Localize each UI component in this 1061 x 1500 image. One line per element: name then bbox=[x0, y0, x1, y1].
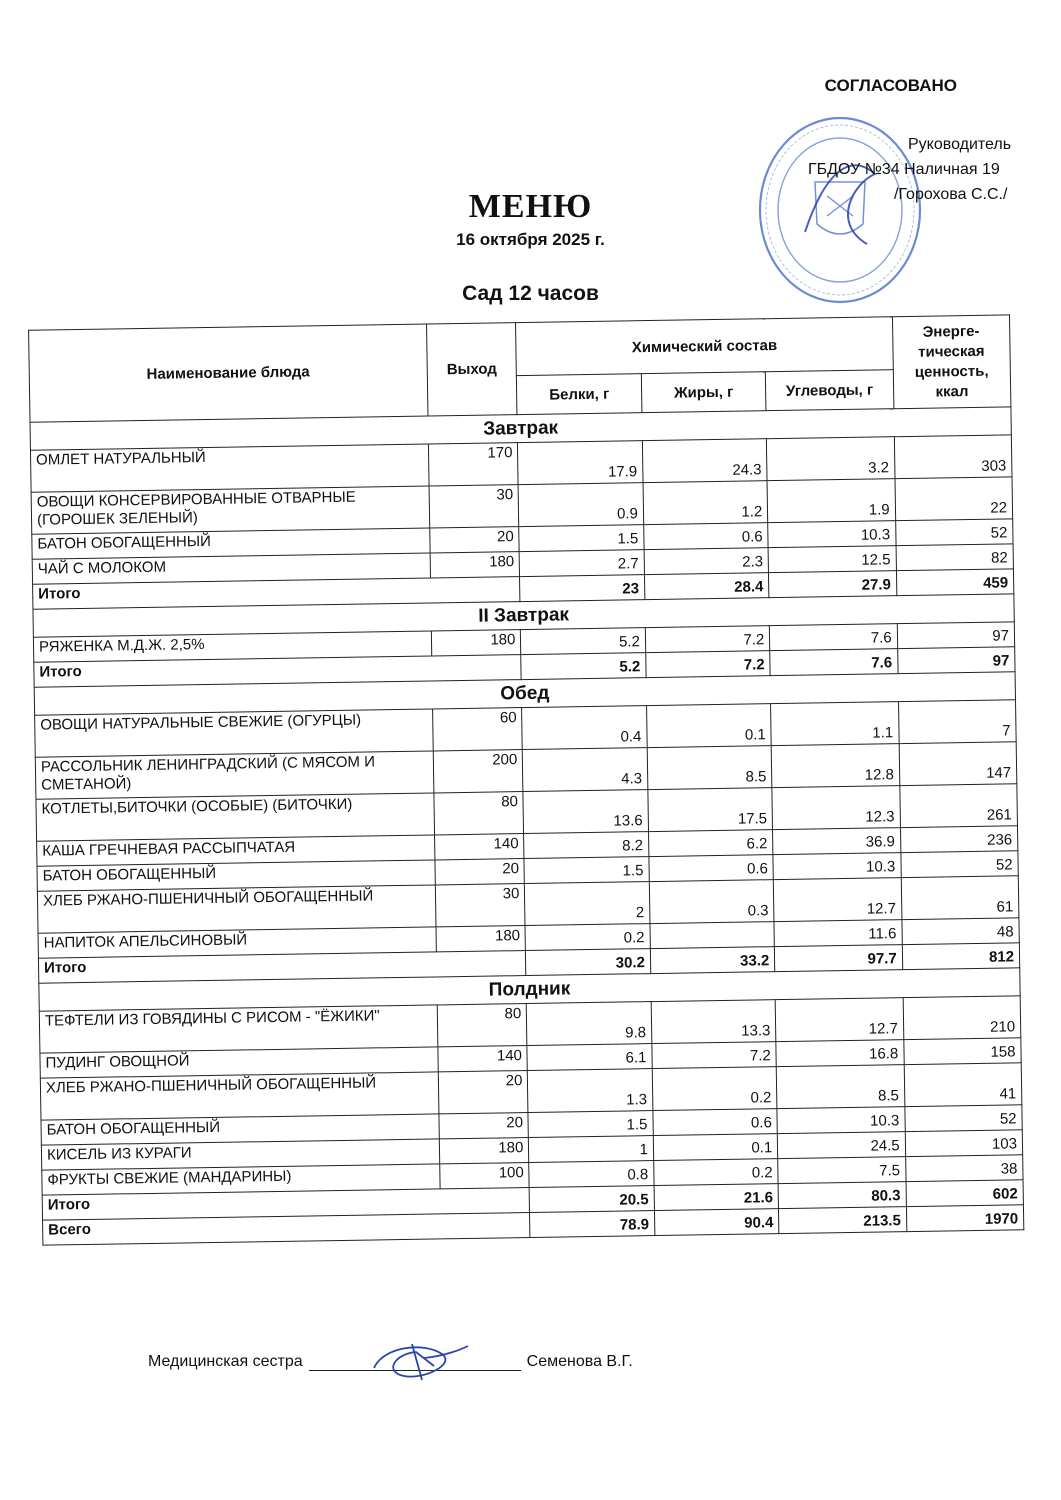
total-fat: 28.4 bbox=[644, 573, 769, 600]
total-protein: 5.2 bbox=[521, 653, 646, 680]
dish-protein: 5.2 bbox=[521, 628, 646, 655]
dish-name: ХЛЕБ РЖАНО-ПШЕНИЧНЫЙ ОБОГАЩЕННЫЙ bbox=[37, 885, 435, 933]
total-protein: 20.5 bbox=[530, 1186, 655, 1213]
section-title: II Завтрак bbox=[33, 594, 1014, 637]
dish-name: ХЛЕБ РЖАНО-ПШЕНИЧНЫЙ ОБОГАЩЕННЫЙ bbox=[40, 1072, 438, 1120]
header-energy: Энерге-тическая ценность, ккал bbox=[892, 315, 1011, 409]
dish-energy: 52 bbox=[905, 1105, 1023, 1132]
dish-carbs: 7.6 bbox=[770, 624, 898, 651]
nurse-role: Медицинская сестра bbox=[148, 1353, 303, 1370]
dish-output: 20 bbox=[438, 1071, 528, 1114]
dish-carbs: 10.3 bbox=[777, 1107, 905, 1134]
dish-name: КОТЛЕТЫ,БИТОЧКИ (ОСОБЫЕ) (БИТОЧКИ) bbox=[36, 793, 434, 841]
approver-position: Руководитель bbox=[908, 136, 1012, 153]
dish-energy: 7 bbox=[898, 700, 1016, 744]
dish-carbs: 12.5 bbox=[768, 546, 896, 573]
dish-carbs: 10.3 bbox=[773, 853, 901, 880]
dish-protein: 0.9 bbox=[518, 483, 643, 527]
total-carbs: 7.6 bbox=[770, 649, 898, 676]
section-title: Полдник bbox=[39, 968, 1020, 1011]
dish-protein: 0.4 bbox=[522, 706, 647, 750]
dish-protein: 2 bbox=[525, 882, 650, 926]
dish-output: 30 bbox=[435, 884, 525, 927]
dish-energy: 261 bbox=[900, 784, 1018, 828]
dish-output: 20 bbox=[439, 1113, 529, 1139]
dish-name: ФРУКТЫ СВЕЖИЕ (МАНДАРИНЫ) bbox=[42, 1164, 440, 1195]
dish-protein: 0.8 bbox=[529, 1161, 654, 1188]
dish-carbs: 16.8 bbox=[776, 1040, 904, 1067]
section-title: Обед bbox=[34, 672, 1015, 715]
dish-name: ТЕФТЕЛИ ИЗ ГОВЯДИНЫ С РИСОМ - "ЁЖИКИ" bbox=[39, 1005, 437, 1053]
dish-fat: 7.2 bbox=[645, 626, 770, 653]
dish-output: 60 bbox=[432, 708, 522, 751]
dish-energy: 52 bbox=[901, 851, 1019, 878]
dish-energy: 41 bbox=[904, 1063, 1022, 1107]
menu-date: 16 октября 2025 г. bbox=[456, 230, 605, 249]
approval-title: СОГЛАСОВАНО bbox=[824, 76, 957, 95]
total-energy: 812 bbox=[902, 943, 1020, 970]
dish-carbs: 12.3 bbox=[772, 786, 900, 830]
header-fat: Жиры, г bbox=[641, 372, 766, 413]
dish-carbs: 24.5 bbox=[778, 1132, 906, 1159]
dish-name: ПУДИНГ ОВОЩНОЙ bbox=[40, 1047, 438, 1078]
dish-output: 180 bbox=[439, 1138, 529, 1164]
dish-carbs: 8.5 bbox=[776, 1065, 904, 1109]
grand-total-energy: 1970 bbox=[906, 1205, 1024, 1232]
dish-fat: 13.3 bbox=[651, 1000, 776, 1044]
dish-energy: 22 bbox=[895, 477, 1013, 521]
dish-energy: 48 bbox=[902, 918, 1020, 945]
dish-name: НАПИТОК АПЕЛЬСИНОВЫЙ bbox=[38, 927, 436, 958]
dish-carbs: 10.3 bbox=[768, 521, 896, 548]
dish-carbs: 12.7 bbox=[775, 998, 903, 1042]
dish-fat: 0.2 bbox=[652, 1067, 777, 1111]
dish-energy: 303 bbox=[894, 435, 1012, 479]
dish-fat: 8.5 bbox=[647, 746, 772, 790]
header-output: Выход bbox=[426, 323, 517, 416]
dish-output: 170 bbox=[428, 443, 518, 486]
dish-fat bbox=[650, 922, 775, 949]
dish-name: БАТОН ОБОГАЩЕННЫЙ bbox=[37, 860, 435, 891]
dish-carbs: 7.5 bbox=[778, 1157, 906, 1184]
total-label: Итого bbox=[42, 1188, 530, 1221]
total-carbs: 27.9 bbox=[769, 571, 897, 598]
dish-name: БАТОН ОБОГАЩЕННЫЙ bbox=[32, 528, 430, 559]
dish-protein: 8.2 bbox=[524, 832, 649, 859]
total-carbs: 80.3 bbox=[778, 1182, 906, 1209]
dish-protein: 1.3 bbox=[528, 1069, 653, 1113]
dish-fat: 0.1 bbox=[646, 704, 771, 748]
total-label: Итого bbox=[34, 655, 522, 688]
total-energy: 459 bbox=[896, 569, 1014, 596]
dish-output: 30 bbox=[429, 485, 519, 528]
grand-total-carbs: 213.5 bbox=[779, 1207, 907, 1234]
dish-energy: 97 bbox=[897, 622, 1015, 649]
dish-protein: 17.9 bbox=[518, 441, 643, 485]
total-energy: 602 bbox=[906, 1180, 1024, 1207]
dish-output: 20 bbox=[429, 527, 519, 553]
dish-name: ОВОЩИ КОНСЕРВИРОВАННЫЕ ОТВАРНЫЕ (ГОРОШЕК ЗЕЛЕНЫЙ) bbox=[31, 486, 429, 534]
dish-energy: 103 bbox=[905, 1130, 1023, 1157]
dish-output: 180 bbox=[430, 552, 520, 578]
dish-energy: 236 bbox=[900, 826, 1018, 853]
dish-output: 100 bbox=[439, 1163, 529, 1189]
dish-name: РАССОЛЬНИК ЛЕНИНГРАДСКИЙ (С МЯСОМ И СМЕТАНОЙ) bbox=[35, 751, 433, 799]
dish-fat: 7.2 bbox=[652, 1042, 777, 1069]
dish-output: 140 bbox=[438, 1046, 528, 1072]
dish-output: 140 bbox=[434, 834, 524, 860]
dish-carbs: 12.8 bbox=[771, 744, 899, 788]
total-protein: 30.2 bbox=[526, 949, 651, 976]
dish-energy: 38 bbox=[905, 1155, 1023, 1182]
dish-protein: 9.8 bbox=[527, 1002, 652, 1046]
grand-total-label: Всего bbox=[43, 1213, 531, 1246]
total-carbs: 97.7 bbox=[775, 945, 903, 972]
approver-name: /Горохова С.С./ bbox=[894, 186, 1008, 203]
dish-fat: 0.3 bbox=[649, 880, 774, 924]
dish-protein: 2.7 bbox=[520, 550, 645, 577]
dish-fat: 0.6 bbox=[649, 855, 774, 882]
total-label: Итого bbox=[38, 951, 526, 984]
dish-fat: 1.2 bbox=[643, 481, 768, 525]
dish-protein: 1.5 bbox=[519, 525, 644, 552]
dish-output: 180 bbox=[436, 926, 526, 952]
grand-total-protein: 78.9 bbox=[530, 1211, 655, 1238]
dish-protein: 1 bbox=[529, 1136, 654, 1163]
dish-output: 20 bbox=[435, 859, 525, 885]
dish-fat: 0.2 bbox=[654, 1159, 779, 1186]
nurse-name: Семенова В.Г. bbox=[526, 1353, 633, 1370]
section-title: Завтрак bbox=[30, 407, 1011, 450]
dish-carbs: 12.7 bbox=[774, 878, 902, 922]
dish-carbs: 11.6 bbox=[774, 920, 902, 947]
dish-name: КАША ГРЕЧНЕВАЯ РАССЫПЧАТАЯ bbox=[37, 835, 435, 866]
dish-protein: 0.2 bbox=[525, 924, 650, 951]
total-label: Итого bbox=[33, 577, 521, 610]
total-protein: 23 bbox=[520, 575, 645, 602]
dish-name: ОВОЩИ НАТУРАЛЬНЫЕ СВЕЖИЕ (ОГУРЦЫ) bbox=[35, 709, 433, 757]
total-fat: 7.2 bbox=[646, 651, 771, 678]
dish-carbs: 1.1 bbox=[771, 702, 899, 746]
dish-carbs: 1.9 bbox=[767, 479, 895, 523]
dish-energy: 82 bbox=[896, 544, 1014, 571]
dish-energy: 147 bbox=[899, 742, 1017, 786]
page-title: МЕНЮ bbox=[468, 188, 593, 225]
menu-subtitle: Сад 12 часов bbox=[462, 282, 599, 305]
dish-energy: 61 bbox=[901, 876, 1019, 920]
dish-energy: 158 bbox=[904, 1038, 1022, 1065]
dish-protein: 6.1 bbox=[527, 1044, 652, 1071]
dish-name: КИСЕЛЬ ИЗ КУРАГИ bbox=[41, 1139, 439, 1170]
grand-total-fat: 90.4 bbox=[654, 1209, 779, 1236]
approver-org: ГБДОУ №34 Наличная 19 bbox=[808, 161, 1000, 178]
dish-fat: 0.6 bbox=[644, 523, 769, 550]
dish-output: 180 bbox=[431, 630, 521, 656]
total-fat: 21.6 bbox=[654, 1184, 779, 1211]
dish-output: 80 bbox=[434, 792, 524, 835]
header-chemical-composition: Химический состав bbox=[516, 317, 893, 376]
dish-name: БАТОН ОБОГАЩЕННЫЙ bbox=[41, 1114, 439, 1145]
nurse-signature bbox=[364, 1336, 474, 1386]
dish-fat: 0.1 bbox=[653, 1134, 778, 1161]
dish-protein: 1.5 bbox=[528, 1111, 653, 1138]
dish-fat: 24.3 bbox=[642, 439, 767, 483]
dish-fat: 17.5 bbox=[648, 788, 773, 832]
dish-protein: 13.6 bbox=[523, 790, 648, 834]
dish-protein: 1.5 bbox=[524, 857, 649, 884]
dish-name: ОМЛЕТ НАТУРАЛЬНЫЙ bbox=[30, 444, 428, 492]
dish-fat: 0.6 bbox=[653, 1109, 778, 1136]
dish-name: РЯЖЕНКА М.Д.Ж. 2,5% bbox=[33, 631, 431, 662]
dish-protein: 4.3 bbox=[523, 748, 648, 792]
dish-name: ЧАЙ С МОЛОКОМ bbox=[32, 553, 430, 584]
total-fat: 33.2 bbox=[650, 947, 775, 974]
menu-table bbox=[28, 314, 1024, 1245]
dish-output: 200 bbox=[433, 750, 523, 793]
header-dish-name: Наименование блюда bbox=[29, 324, 428, 422]
dish-fat: 6.2 bbox=[648, 830, 773, 857]
dish-carbs: 36.9 bbox=[773, 828, 901, 855]
dish-energy: 210 bbox=[903, 996, 1021, 1040]
dish-output: 80 bbox=[437, 1004, 527, 1047]
dish-fat: 2.3 bbox=[644, 548, 769, 575]
menu-table-wrapper bbox=[28, 314, 1026, 1347]
header-carbs: Углеводы, г bbox=[766, 370, 894, 411]
dish-energy: 52 bbox=[895, 519, 1013, 546]
total-energy: 97 bbox=[897, 647, 1015, 674]
dish-carbs: 3.2 bbox=[767, 437, 895, 481]
header-protein: Белки, г bbox=[517, 374, 642, 415]
